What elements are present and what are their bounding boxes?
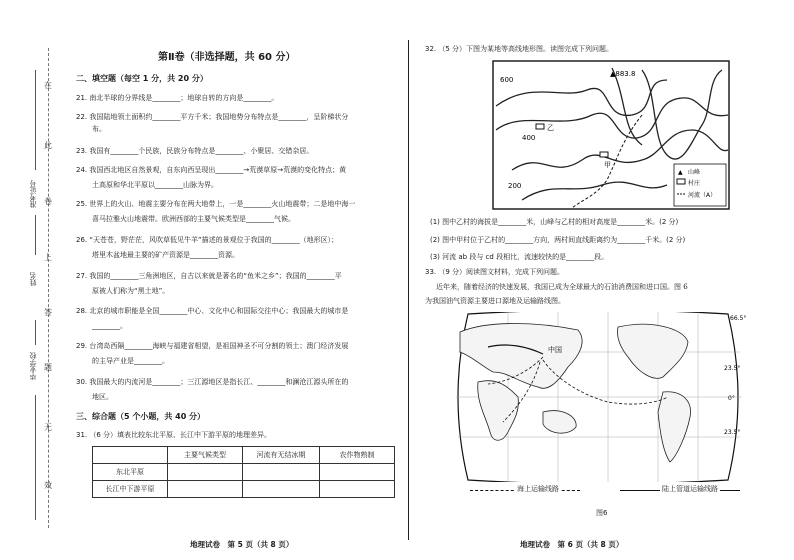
- binding-line: [35, 395, 36, 520]
- seal-char: 答: [44, 308, 52, 317]
- village-symbol: [600, 152, 608, 157]
- seal-char: 效: [44, 481, 52, 490]
- legend-peak-icon: ▲: [678, 169, 683, 176]
- question-24-cont: 土高原和华北平原以________山脉为界。: [92, 181, 218, 189]
- table-header-cell: 主要气候类型: [168, 447, 243, 464]
- section3-heading: 三、综合题（5 个小题，共 40 分）: [76, 412, 206, 421]
- binding-line: [35, 215, 36, 255]
- question-27-cont: 原被人们称为“黑土地”。: [92, 287, 170, 295]
- question-22-cont: 布。: [92, 125, 106, 133]
- question-30: 30. 我国最大的内流河是________；三江源地区是指长江、________和澜沧江源头所在的: [76, 378, 349, 386]
- table-cell[interactable]: [320, 464, 395, 481]
- question-33-intro: 33. （9 分）阅读图文材料，完成下列问题。: [425, 268, 565, 276]
- school-label: 毕业学校: [29, 352, 37, 380]
- table-cell[interactable]: [168, 481, 243, 498]
- question-32-3: (3) 河流 ab 段与 cd 段相比，流速较快的是________段。: [430, 253, 609, 261]
- question-32-1: (1) 图中乙村的海拔是________米，山峰与乙村的相对高度是________米。(2 分): [430, 218, 679, 226]
- question-22: 22. 我国陆地领土面积约________平方千米；我国地势分布特点是________，呈阶梯状分: [76, 113, 349, 121]
- question-29: 29. 台湾岛西隔________海峡与福建省相望，是祖国神圣不可分割的领土；澳门经济发展: [76, 342, 349, 350]
- question-33-text: 近年来，随着经济的快速发展，我国已成为全球最大的石油消费国和进口国。图 6: [436, 283, 688, 291]
- sea-route-legend: 海上运输线路: [517, 485, 559, 493]
- question-25-cont: 喜马拉雅火山地震带。欧洲西部的主要气候类型是________气候。: [92, 215, 295, 223]
- binding-line: [35, 320, 36, 345]
- legend-peak: 山峰: [688, 169, 701, 176]
- table-row: [93, 481, 395, 498]
- exam-number-label: 准考证号: [29, 180, 37, 208]
- question-29-cont: 的主导产业是________。: [92, 357, 169, 365]
- question-23: 23. 我国有________个民族，民族分布特点是________、小聚居、交错杂居。: [76, 147, 314, 155]
- section2-heading: 二、填空题（每空 1 分，共 20 分）: [76, 74, 208, 83]
- question-32-2: (2) 图中甲村位于乙村的________方向，两村间直线距离约为________千米。(2 分): [430, 236, 686, 244]
- china-label: 中国: [548, 346, 562, 354]
- binding-line: [35, 70, 36, 170]
- land-route-legend: 陆上管道运输线路: [662, 485, 718, 493]
- table-header-cell: [93, 447, 168, 464]
- table-cell[interactable]: [243, 481, 320, 498]
- page-footer-right: 地理试卷 第 6 页（共 8 页）: [520, 540, 624, 549]
- question-32-intro: 32. （5 分）下图为某地等高线地形图。读图完成下列问题。: [425, 45, 614, 53]
- seal-char: 在: [44, 81, 52, 90]
- question-24: 24. 我国西北地区自然景观，自东向西呈现出________→荒漠草原→荒漠的变化特点；黄: [76, 166, 347, 174]
- village-symbol: [536, 124, 544, 129]
- peak-label: ▲883.8: [610, 70, 636, 78]
- legend-river: 河流（A）: [688, 192, 717, 199]
- legend-village-icon: [677, 179, 685, 184]
- question-26-cont: 塔里木盆地最主要的矿产资源是________资源。: [92, 251, 239, 259]
- village-label: 乙: [547, 124, 554, 132]
- question-28-cont: ________。: [92, 322, 127, 330]
- name-label: 姓名: [29, 272, 37, 286]
- legend-village: 村庄: [688, 180, 701, 187]
- question-31: 31. （6 分）填表比较东北平原、长江中下游平原的地理差异。: [76, 431, 272, 439]
- question-28: 28. 北京的城市职能是全国________中心、文化中心和国际交往中心；我国最大的城市是: [76, 307, 349, 315]
- seal-char: 无: [44, 423, 52, 432]
- question-25: 25. 世界上的火山、地震主要分布在两大地带上，一是________火山地震带；二是地中海一: [76, 200, 356, 208]
- figure-caption: 图6: [596, 509, 608, 517]
- contour-label-400: 400: [522, 134, 536, 142]
- seal-char: 此: [44, 141, 52, 150]
- contour-map: [492, 60, 730, 210]
- table-row: [93, 464, 395, 481]
- contour-label-200: 200: [508, 182, 522, 190]
- seal-char: 卷: [44, 197, 52, 206]
- table-cell[interactable]: [320, 481, 395, 498]
- comparison-table: [92, 446, 395, 498]
- page-footer-left: 地理试卷 第 5 页（共 8 页）: [190, 540, 294, 549]
- table-header-cell: 农作物熟制: [320, 447, 395, 464]
- table-header-row: [93, 447, 395, 464]
- jia-label: 甲: [604, 161, 611, 169]
- table-header-cell: 河流有无结冰期: [243, 447, 320, 464]
- question-33-text-cont: 为我国油气资源主要进口源地及运输路线图。: [425, 297, 565, 305]
- lat-label: 0°: [728, 395, 735, 402]
- seal-line: [48, 48, 49, 528]
- table-cell[interactable]: [243, 464, 320, 481]
- seal-char: 上: [44, 253, 52, 262]
- lat-label: 66.5°: [730, 315, 747, 322]
- question-27: 27. 我国的________三角洲地区，自古以来就是著名的“鱼米之乡”；我国的________平: [76, 272, 342, 280]
- lat-label: 23.5°: [724, 365, 741, 372]
- page-divider: [408, 40, 409, 540]
- binding-margin: [0, 0, 66, 560]
- lat-label: 23.5°: [724, 429, 741, 436]
- question-26: 26. “天苍苍，野茫茫，风吹草低见牛羊”描述的景观位于我国的________（地形区）；: [76, 236, 339, 244]
- question-21: 21. 南北半球的分界线是________；地球自转的方向是________。: [76, 94, 279, 102]
- question-30-cont: 地区。: [92, 393, 113, 401]
- contour-label-600: 600: [500, 76, 514, 84]
- table-cell: 长江中下游平原: [93, 481, 168, 498]
- world-map: [448, 312, 748, 482]
- part2-title: 第Ⅱ卷（非选择题，共 60 分）: [158, 52, 296, 63]
- seal-char: 题: [44, 363, 52, 372]
- table-cell[interactable]: [168, 464, 243, 481]
- table-cell: 东北平原: [93, 464, 168, 481]
